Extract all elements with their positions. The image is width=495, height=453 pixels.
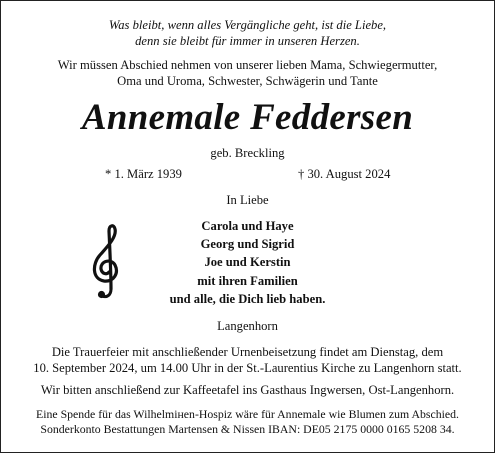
intro-line: Wir müssen Abschied nehmen von unserer lieben Mama, Schwiegermutter, (57, 58, 438, 72)
intro-line: Oma und Uroma, Schwester, Schwägerin und Tante (117, 73, 378, 88)
mourner-line: Carola und Haye (201, 219, 294, 233)
poem-line: Was bleibt, wenn alles Vergängliche geht, ist die Liebe, (108, 18, 387, 32)
birth-name: geb. Breckling (210, 146, 285, 160)
mourner-line: Georg und Sigrid (200, 237, 295, 252)
donation-info (1, 407, 494, 437)
place-name: Langenhorn (217, 319, 278, 333)
in-love-line: In Liebe (226, 193, 269, 207)
mourner-line: mit ihren Familien (197, 273, 298, 288)
mourner-line: und alle, die Dich lieb haben. (169, 291, 326, 306)
mourner-line: Joe und Kerstin (204, 255, 291, 270)
ceremony-line: Die Trauerfeier mit anschließender Urnenbeisetzung findet am Dienstag, dem (51, 345, 444, 359)
intro-text (1, 58, 494, 89)
poem-line: denn sie bleibt für immer in unseren Herzen. (135, 33, 360, 48)
donation-line: Eine Spende für das Wilhelmінen-Hospiz wäre für Annemale wie Blumen zum Abschied. (36, 407, 459, 421)
deceased-name: Annemale Feddersen (81, 97, 414, 138)
donation-line: Sonderkonto Bestattungen Martensen & Nissen IBAN: DE05 2175 0000 0165 5208 34. (40, 422, 455, 436)
ceremony-line: 10. September 2024, um 14.00 Uhr in der St.-Laurentius Kirche zu Langenhorn statt. (33, 360, 462, 375)
ceremony-info (1, 345, 494, 376)
mourners-list (1, 217, 494, 308)
coffee-invitation: Wir bitten anschließend zur Kaffeetafel ins Gasthaus Ingwersen, Ost-Langenhorn. (40, 383, 455, 397)
birth-date: * 1. März 1939 (105, 167, 182, 181)
poem-quote (1, 18, 494, 49)
death-date: † 30. August 2024 (298, 167, 391, 181)
